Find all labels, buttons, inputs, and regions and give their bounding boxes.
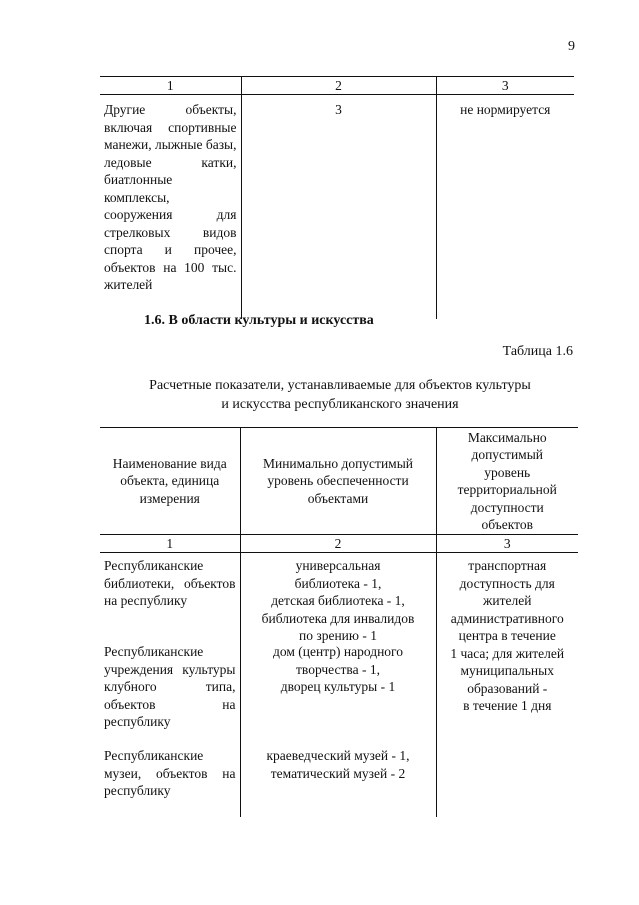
accessibility-line: доступность для bbox=[459, 575, 555, 591]
provision-line: тематический музей - 2 bbox=[270, 765, 406, 781]
accessibility-line: транспортная bbox=[468, 558, 547, 573]
provision-line: творчества - 1, bbox=[296, 661, 380, 677]
provision-line: детская библиотека - 1, bbox=[271, 593, 405, 608]
provision-cell bbox=[240, 553, 436, 818]
header-cell: Наименование вида объекта, единица измерения bbox=[100, 428, 240, 535]
continued-table bbox=[100, 76, 574, 319]
accessibility-line: в течение 1 дня bbox=[463, 698, 552, 713]
column-number: 3 bbox=[436, 77, 574, 95]
provision-line: дом (центр) народного bbox=[272, 644, 404, 659]
column-number-row bbox=[100, 77, 574, 95]
column-number: 2 bbox=[240, 535, 436, 553]
table-body bbox=[100, 553, 578, 818]
header-cell: Минимально допустимый уровень обеспеченности объектами bbox=[240, 428, 436, 535]
provision-line: дворец культуры - 1 bbox=[280, 679, 396, 694]
provision-block bbox=[241, 747, 436, 782]
column-number: 3 bbox=[436, 535, 578, 553]
table-caption bbox=[100, 376, 580, 414]
column-number-row bbox=[100, 535, 578, 553]
table-row bbox=[100, 95, 574, 320]
object-name: Республиканские учреждения культуры клубного типа, объектов на республику bbox=[104, 644, 236, 729]
accessibility-line: административного bbox=[450, 610, 564, 626]
accessibility-line: 1 часа; для жителей bbox=[450, 645, 565, 661]
accessibility-line: образований - bbox=[467, 680, 548, 696]
page-number: 9 bbox=[568, 39, 575, 54]
culture-table bbox=[100, 427, 578, 817]
object-names-cell bbox=[100, 553, 240, 818]
provision-block bbox=[241, 643, 436, 747]
provision-line: библиотека - 1, bbox=[294, 575, 382, 591]
value-cell: 3 bbox=[241, 95, 436, 320]
object-name-cell: Другие объекты, включая спортивные манежи, лыжные базы, ледовые катки, биатлонные комплексы, сооружения для стрелковых видов спорта и прочее, объектов на 100 тыс. жителей bbox=[104, 102, 237, 292]
provision-line: краеведческий музей - 1, bbox=[266, 748, 410, 763]
column-number: 1 bbox=[100, 77, 241, 95]
provision-line: по зрению - 1 bbox=[299, 628, 377, 643]
accessibility-line: жителей bbox=[483, 593, 532, 608]
object-name: Республиканские библиотеки, объектов на республику bbox=[104, 558, 236, 608]
table-label: Таблица 1.6 bbox=[502, 344, 573, 359]
section-heading: 1.6. В области культуры и искусства bbox=[144, 313, 374, 328]
caption-line: Расчетные показатели, устанавливаемые для объектов культуры bbox=[149, 378, 531, 393]
header-cell: Максимально допустимый уровень территориальной доступности объектов bbox=[436, 428, 578, 535]
object-name: Республиканские музеи, объектов на республику bbox=[104, 748, 236, 798]
header-row bbox=[100, 428, 578, 535]
provision-block bbox=[241, 557, 436, 643]
column-number: 2 bbox=[241, 77, 436, 95]
provision-line: универсальная bbox=[295, 558, 381, 573]
accessibility-line: муниципальных bbox=[460, 663, 554, 678]
accessibility-cell: не нормируется bbox=[436, 95, 574, 320]
accessibility-cell bbox=[436, 553, 578, 818]
accessibility-line: центра в течение bbox=[458, 628, 556, 643]
column-number: 1 bbox=[100, 535, 240, 553]
caption-line: и искусства республиканского значения bbox=[221, 397, 459, 412]
provision-line: библиотека для инвалидов bbox=[261, 610, 415, 626]
